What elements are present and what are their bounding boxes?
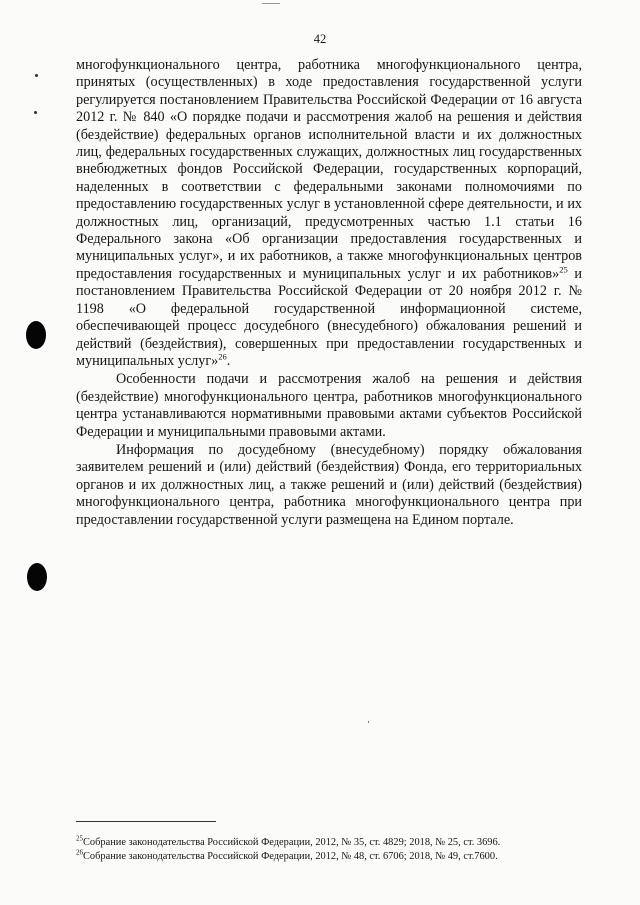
footnote-25	[76, 836, 596, 850]
punch-hole	[27, 563, 47, 591]
top-edge-mark	[262, 3, 280, 4]
punch-hole	[26, 321, 46, 349]
page-number: 42	[313, 32, 327, 46]
page-body	[76, 57, 582, 529]
footnote-separator	[76, 821, 216, 822]
paragraph-text: Информация по досудебному (внесудебному) порядку обжалования заявителем решений и (или) действий (бездействия) Фонда, его территориальных органов и их должностных лиц, а также решений и (или) действий (бездействия) многофункционального центра, работника многофункционального центра при предоставлении государственной услуги размещена на Едином портале.	[76, 441, 582, 528]
footnote-reference-25: 25	[559, 264, 568, 275]
paragraph-text: Особенности подачи и рассмотрения жалоб на решения и действия (бездействие) многофункционального центра, работников многофункционального центра устанавливаются нормативными правовыми актами субъектов Российской Федерации и муниципальными правовыми актами.	[76, 371, 582, 440]
footnote-number: 26	[76, 848, 83, 857]
paragraph-text: .	[226, 352, 231, 369]
paragraph-appeal-information	[76, 442, 582, 529]
footnote-reference-26: 26	[218, 351, 227, 362]
footnote-number: 25	[76, 834, 83, 843]
paragraph-mfc-complaints	[76, 371, 582, 441]
scan-speck	[368, 721, 369, 723]
footnote-text: Собрание законодательства Российской Федерации, 2012, № 35, ст. 4829; 2018, № 25, ст. 3696.	[83, 837, 501, 848]
footnotes	[76, 836, 596, 864]
scan-dot	[35, 74, 38, 77]
paragraph-text: многофункционального центра, работника многофункционального центра, принятых (осуществленных) в ходе предоставления государственной услуги регулируется постановлением Правительства Российской Федерации от 16 августа 2012 г. № 840 «О порядке подачи и рассмотрения жалоб на решения и действия (бездействие) федеральных органов исполнительной власти и их должностных лиц, федеральных государственных служащих, должностных лиц государственных внебюджетных фондов Российской Федерации, государственных корпораций, наделенных в соответствии с федеральными законами полномочиями по предоставлению государственных услуг в установленной сфере деятельности, и их должностных лиц, организаций, предусмотренных частью 1.1 статьи 16 Федерального закона «Об организации предоставления государственных и муниципальных услуг», и их работников, а также многофункциональных центров предоставления государственных и муниципальных услуг и их работников»	[76, 57, 582, 282]
footnote-text: Собрание законодательства Российской Федерации, 2012, № 48, ст. 6706; 2018, № 49, ст.7600.	[83, 851, 498, 862]
paragraph-complaint-regulation	[76, 57, 582, 370]
scan-dot	[34, 111, 37, 114]
paragraph-text: и постановлением Правительства Российской Федерации от 20 ноября 2012 г. № 1198 «О федеральной государственной информационной системе, обеспечивающей процесс досудебного (внесудебного) обжалования решений и действий (бездействия), совершенных при предоставлении государственных и муниципальных услуг»	[76, 265, 582, 369]
footnote-26	[76, 850, 596, 864]
